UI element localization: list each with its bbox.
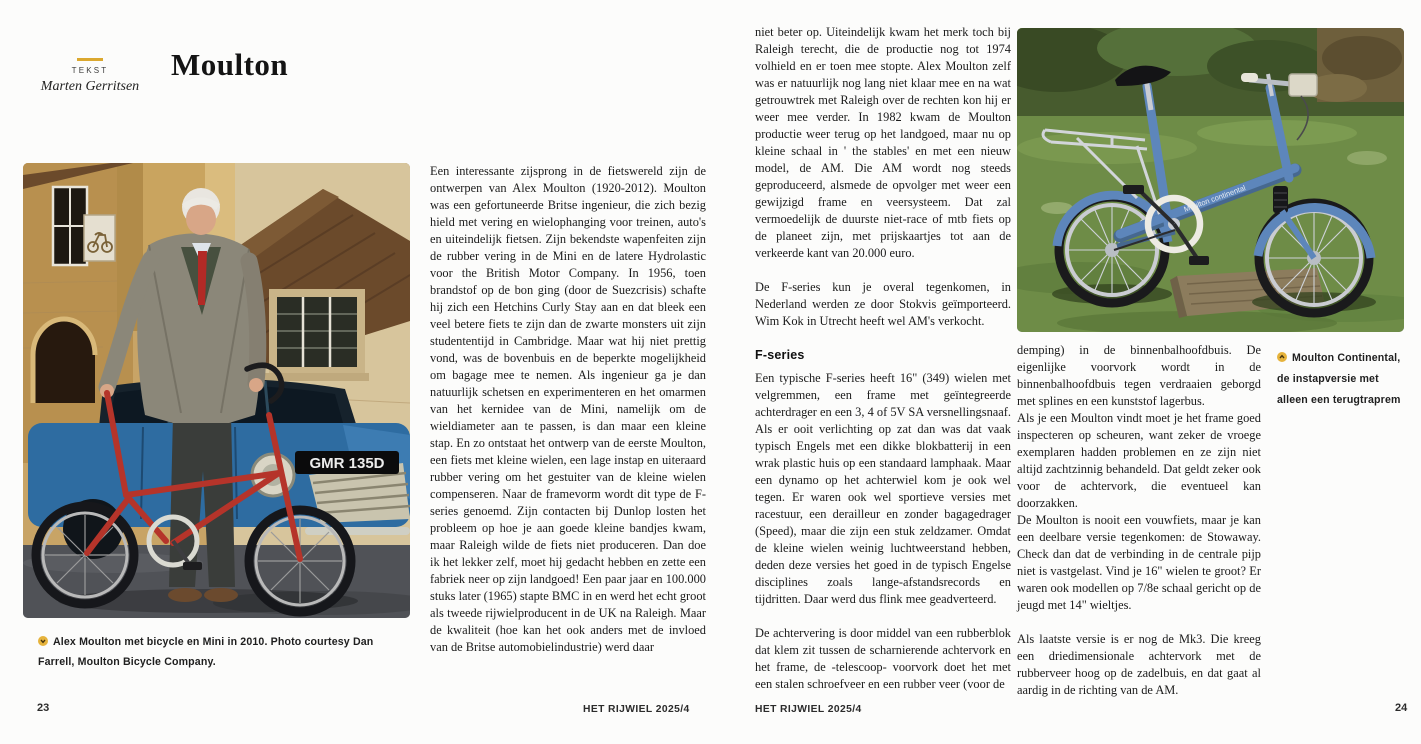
photo-caption-left-text: Alex Moulton met bicycle en Mini in 2010. Photo courtesy Dan Farrell, Moulton Bicycle Company. (38, 636, 374, 668)
article-column-right-1 (755, 24, 1011, 693)
camera-direction-icon (38, 636, 48, 646)
frame-decal-text: Moulton continental (1182, 183, 1247, 214)
byline-kicker: TEKST (71, 66, 109, 75)
paragraph: De achtervering is door middel van een rubberblok dat klem zit tussen de scharnierende achtervork en het frame, de -telescoop- voorvork doet het met een stalen schroefveer en een rubber veer (voor de (755, 626, 1011, 691)
camera-direction-icon (1277, 352, 1287, 362)
page-number-left: 23 (37, 702, 50, 714)
page-number-right: 24 (1395, 702, 1408, 714)
paragraph: Als laatste versie is er nog de Mk3. Die kreeg een driedimensionale achtervork met de rubberveer hoog op de zadelbuis, en dat gaat al aardig in de richting van de AM. (1017, 632, 1261, 697)
license-plate-text: GMR 135D (309, 455, 385, 472)
alex-moulton-photo-illustration (23, 163, 410, 618)
article-column-left (430, 163, 706, 656)
journal-footer-right: HET RIJWIEL 2025/4 (755, 704, 862, 715)
gold-rule (77, 58, 103, 61)
photo-caption-left (38, 632, 410, 672)
byline-author: Marten Gerritsen (40, 79, 140, 94)
paragraph: Als je een Moulton vindt moet je het frame goed inspecteren op scheuren, want zeker de vroege exemplaren hadden problemen en ze zijn niet altijd zachtzinnig behandeld. Dat geldt zeker ook voor de achtervork, die eventueel kan doorzakken. (1017, 411, 1261, 510)
paragraph: De Moulton is nooit een vouwfiets, maar je kan een deelbare versie tegenkomen: de Stowaway. Check dan dat de verbinding in de centrale pijp niet is vastgelast. Vind je 16" wielen te groot? Er waren ook modellen op 7/8e schaal gericht op de jeugd met 14" wieltjes. (1017, 513, 1261, 612)
section-heading-f-series: F-series (755, 348, 805, 362)
moulton-continental-photo-illustration (1017, 28, 1404, 332)
article-title: Moulton (171, 46, 289, 82)
paragraph: Een interessante zijsprong in de fietswereld zijn de ontwerpen van Alex Moulton (1920-2012). Moulton was een gefortuneerde Britse ingenieur, die zich bezig hield met vering en wielophanging voor treinen, auto's en uiteindelijk fietsen. Zijn bekendste wapenfeiten zijn de rubber vering in de Mini en de latere Hydrolastic voor the British Motor Company. In 1956, toen brandstof op de bon ging (door de Suezcrisis) schafte hij zich een Hetchins Curly Stay aan en dat bleek een veel betere fiets te zijn dan de zwarte monsters uit zijn studententijd in Cambridge. Maar wat hij niet prettig vond, was de bovenbuis en de beperkte mogelijkheid om bagage mee te nemen. Als ingenieur ga je dan natuurlijk schetsen en experimenteren en het omarmen van het kernidee van de Mini, namelijk om de wieldiameter aan te passen, is dan maar een kleine stap. En zo ontstaat het ontwerp van de eerste Moulton, een fiets met kleine wielen, een lage instap en uiteraard rubber vering om het gestuiter van de kleine wielen compenseren. Naar de framevorm wordt dit type de F-series genoemd. Zijn contacten bij Dunlop losten het probleem op hoe je aan goede kleine bandjes kwam, maar Raleigh wilde de fiets niet produceren. Dan doe ik het lekker zelf, moet hij gedacht hebben en zette een fabriek neer op zijn landgoed! Een paar jaar en 100.000 stuks later (1965) stapte BMC in en werd het echt groot als tweede rijwielproducent in de UK na Raleigh. Maar de kwaliteit (hoe kan het ook anders met de invloed van de Britse automobielindustrie) werd daar (430, 164, 706, 654)
photo-moulton-continental (1017, 28, 1404, 332)
paragraph: Een typische F-series heeft 16" (349) wielen met velgremmen, een frame met geïntegreerde achterdrager en een 3, 4 of 5V SA versnellingsnaaf. Als er ooit verlichting op zat dan was dat vaak typisch Engels met een dikke blokbatterij in een wrak plastic huis op een standaard lamphaak. Maar een dynamo op het achterwiel kom je ook wel tegen. Er waren ook wel sportieve versies met racestuur, een derailleur en zonder bagagedrager (Speed), maar die zijn een stuk zeldzamer. Omdat de kleine wielen weinig luchtweerstand hebben, deden deze versies het goed in de typisch Engelse disciplines zoals lange-afstandsrecords en tijdritten. Daar werd dus flink mee geadverteerd. (755, 371, 1011, 606)
photo-alex-moulton (23, 163, 410, 618)
paragraph: De F-series kun je overal tegenkomen, in Nederland werden ze door Stokvis geïmporteerd. Wim Kok in Utrecht heeft wel AM's verkocht. (755, 280, 1011, 328)
journal-footer-left: HET RIJWIEL 2025/4 (583, 704, 690, 715)
paragraph: demping) in de binnenbalhoofdbuis. De eigenlijke voorvork wordt in de binnenbalhoofdbuis tegen verdraaien geborgd met splines en een kunststof lagerbus. (1017, 343, 1261, 408)
paragraph: niet beter op. Uiteindelijk kwam het merk toch bij Raleigh terecht, die de productie nog tot 1974 volhield en er toen mee stopte. Alex Moulton zelf was er natuurlijk nog lang niet klaar mee en na wat getrouwtrek met Raleigh over de rechten kon hij er weer mee verder. In 1982 kwam de Moulton productie weer terug op het landgoed, maar nu op kleine schaal in ' the stables' en met een nieuw model, de AM. Die AM wordt nog steeds geproduceerd, alsmede de opvolger met weer een gewijzigd frame en veersysteem. Dat zal vermoedelijk de duurste niet-race of mtb fiets op de planeet zijn, met prijskaartjes tot aan de verkeerde kant van 20.000 euro. (755, 25, 1011, 260)
byline-block (20, 58, 160, 95)
article-column-right-2 (1017, 342, 1261, 699)
photo-caption-right-text: Moulton Continental, de instapversie met alleen een terugtraprem (1277, 352, 1401, 406)
photo-caption-right (1277, 348, 1410, 411)
